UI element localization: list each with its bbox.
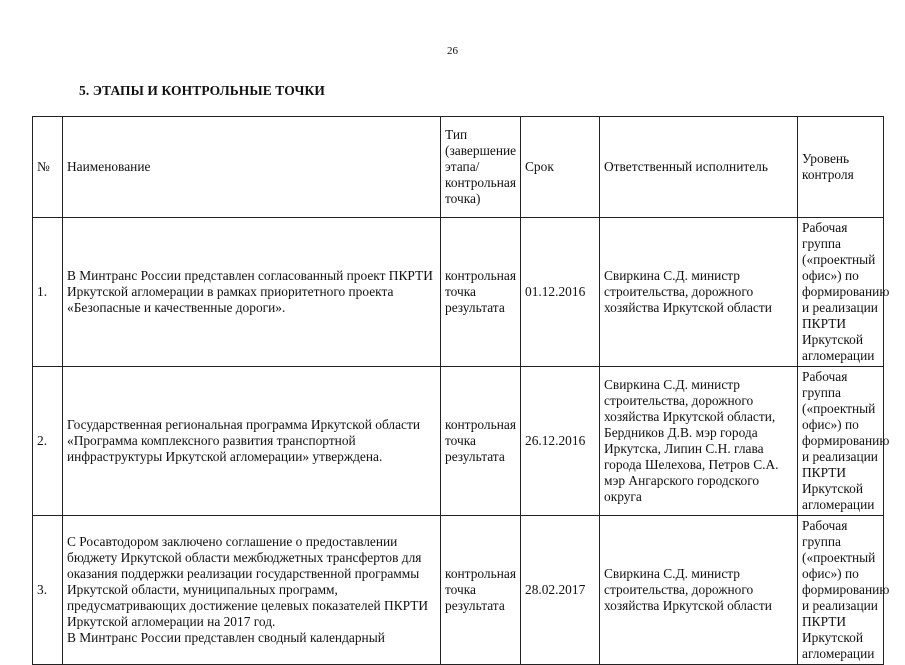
table-row bbox=[33, 516, 884, 665]
row-type: контрольная точка результата bbox=[441, 516, 521, 665]
row-name-main: С Росавтодором заключено соглашение о предоставлении бюджету Иркутской области межбюджетных трансфертов для оказания поддержки реализации государственной программы Иркутской области, муниципальных программ, предусматривающих достижение целевых показателей ПКРТИ Иркутской агломерации на 2017 год. bbox=[67, 534, 429, 629]
row-responsible: Свиркина С.Д. министр строительства, дорожного хозяйства Иркутской области bbox=[600, 218, 798, 367]
header-name: Наименование bbox=[63, 117, 441, 218]
section-title: 5. ЭТАПЫ И КОНТРОЛЬНЫЕ ТОЧКИ bbox=[79, 83, 325, 98]
row-deadline: 26.12.2016 bbox=[521, 367, 600, 516]
row-deadline: 01.12.2016 bbox=[521, 218, 600, 367]
row-number: 2. bbox=[33, 367, 63, 516]
row-control-level: Рабочая группа («проектный офис») по формированию и реализации ПКРТИ Иркутской агломерации bbox=[798, 218, 884, 367]
row-type: контрольная точка результата bbox=[441, 218, 521, 367]
row-responsible: Свиркина С.Д. министр строительства, дорожного хозяйства Иркутской области, Бердников Д.В. мэр города Иркутска, Липин С.Н. глава города Шелехова, Петров С.А. мэр Ангарского городского округа bbox=[600, 367, 798, 516]
page-number: 26 bbox=[447, 45, 458, 57]
header-control-level: Уровень контроля bbox=[798, 117, 884, 218]
header-type: Тип (завершение этапа/контрольная точка) bbox=[441, 117, 521, 218]
row-name-continued: В Минтранс России представлен сводный календарный bbox=[67, 630, 385, 645]
row-number: 3. bbox=[33, 516, 63, 665]
row-type: контрольная точка результата bbox=[441, 367, 521, 516]
table-header-row bbox=[33, 117, 884, 218]
row-deadline: 28.02.2017 bbox=[521, 516, 600, 665]
row-responsible: Свиркина С.Д. министр строительства, дорожного хозяйства Иркутской области bbox=[600, 516, 798, 665]
table-row bbox=[33, 218, 884, 367]
header-number: № bbox=[33, 117, 63, 218]
row-number: 1. bbox=[33, 218, 63, 367]
row-name bbox=[63, 516, 441, 665]
milestones-table bbox=[32, 116, 890, 665]
table-row bbox=[33, 367, 884, 516]
row-control-level: Рабочая группа («проектный офис») по формированию и реализации ПКРТИ Иркутской агломерации bbox=[798, 516, 884, 665]
row-name: Государственная региональная программа Иркутской области «Программа комплексного развития транспортной инфраструктуры Иркутской агломерации» утверждена. bbox=[63, 367, 441, 516]
header-responsible: Ответственный исполнитель bbox=[600, 117, 798, 218]
row-name: В Минтранс России представлен согласованный проект ПКРТИ Иркутской агломерации в рамках приоритетного проекта «Безопасные и качественные дороги». bbox=[63, 218, 441, 367]
header-deadline: Срок bbox=[521, 117, 600, 218]
row-control-level: Рабочая группа («проектный офис») по формированию и реализации ПКРТИ Иркутской агломерации bbox=[798, 367, 884, 516]
